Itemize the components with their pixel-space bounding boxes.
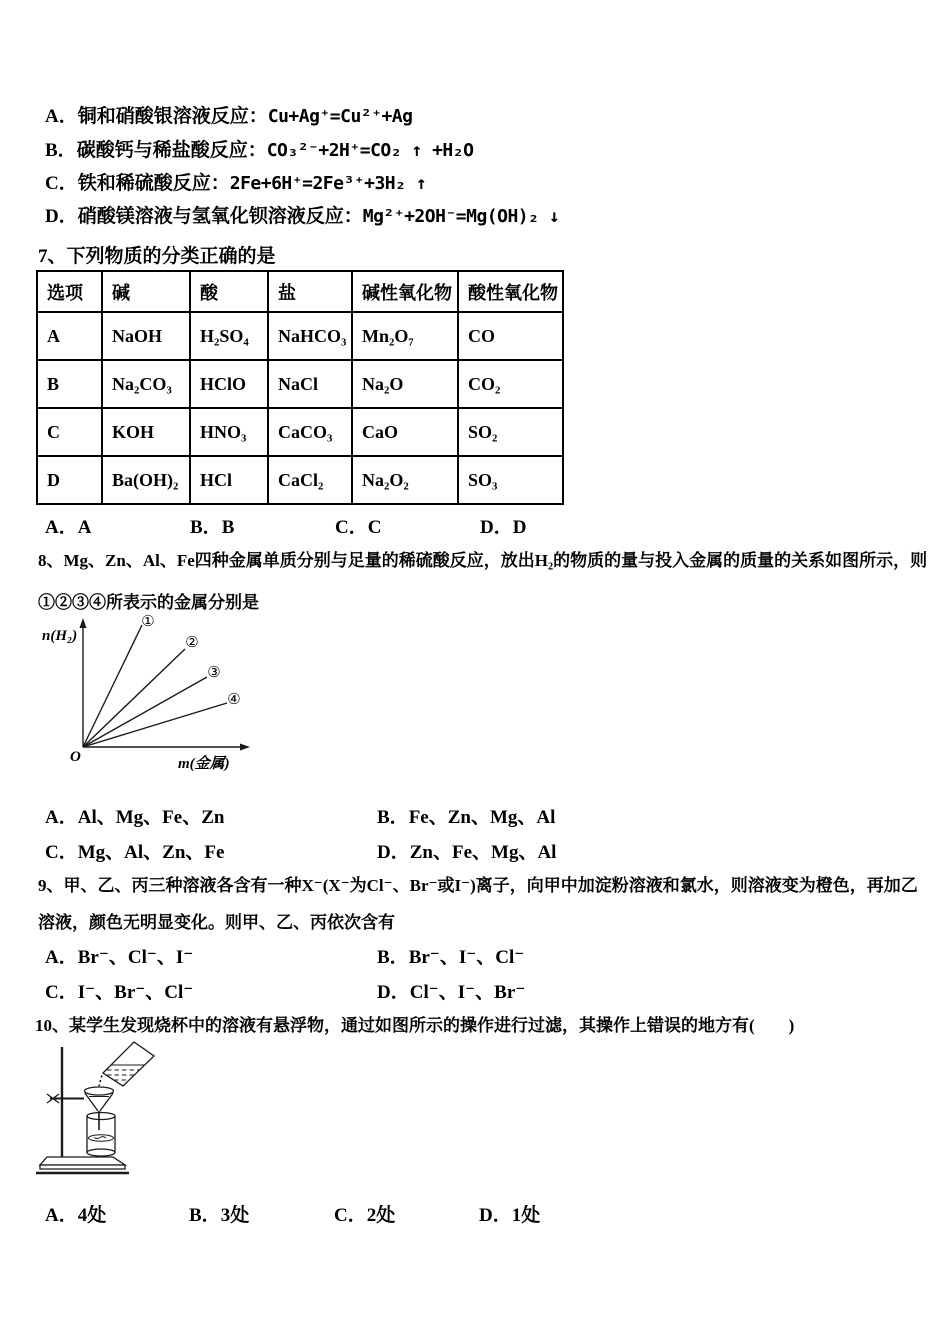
table-cell: Na₂O [352, 360, 458, 408]
q10-option-a [45, 1200, 106, 1227]
option-letter: D． [45, 206, 78, 227]
line-1 [83, 625, 142, 747]
table-cell: HNO₃ [190, 408, 268, 456]
table-cell: Ba(OH)₂ [102, 456, 190, 504]
table-header-cell: 盐 [268, 271, 352, 312]
option-text: 2处 [366, 1205, 396, 1226]
table-cell: A [37, 312, 102, 360]
table-cell: NaHCO₃ [268, 312, 352, 360]
table-cell: B [37, 360, 102, 408]
option-letter: A． [45, 106, 78, 127]
q8-option-c [45, 837, 224, 864]
funnel-cone-left [85, 1093, 98, 1111]
table-cell: Na₂O₂ [352, 456, 458, 504]
q7-stem: 7、下列物质的分类正确的是 [38, 246, 276, 267]
q8-option-d [377, 837, 556, 864]
table-header-row [37, 271, 563, 312]
option-desc: 铜和硝酸银溶液反应： [77, 106, 268, 127]
table-cell: D [37, 456, 102, 504]
table-cell: H₂SO₄ [190, 312, 268, 360]
stand-base-top [40, 1157, 125, 1165]
funnel-cone-right [100, 1093, 113, 1111]
chem-equation: Cu+Ag⁺=Cu²⁺+Ag [267, 106, 413, 127]
option-letter: A． [45, 947, 78, 968]
h2-vs-mass-graph [30, 608, 310, 783]
line-3-label: ③ [207, 665, 221, 681]
option-text: Fe、Zn、Mg、Al [408, 807, 556, 828]
pouring-beaker [103, 1042, 154, 1086]
classification-table [36, 270, 564, 505]
table-cell: CO₂ [458, 360, 563, 408]
option-text: Al、Mg、Fe、Zn [77, 807, 225, 828]
option-letter: C． [45, 173, 78, 194]
option-letter: A． [45, 807, 78, 828]
option-letter: B． [377, 807, 409, 828]
option-text: C [367, 517, 382, 538]
line-4 [83, 703, 227, 747]
q6-option-c [45, 168, 426, 195]
line-1-label: ① [141, 614, 155, 630]
q8-option-a [45, 802, 224, 829]
q6-option-d [45, 201, 559, 228]
q7-option-c [335, 512, 381, 539]
option-letter: B． [190, 517, 222, 538]
q6-option-a [45, 101, 412, 128]
q8-stem-line2: ①②③④所表示的金属分别是 [38, 593, 259, 612]
option-text: 3处 [220, 1205, 250, 1226]
table-row [37, 456, 563, 504]
q10-option-b [189, 1200, 249, 1227]
line-2-label: ② [185, 635, 199, 651]
option-letter: D． [479, 1205, 512, 1226]
q9-stem-line1: 9、甲、乙、丙三种溶液各含有一种X⁻(X⁻为Cl⁻、Br⁻或I⁻)离子，向甲中加淀粉溶液和氯水，则溶液变为橙色，再加乙 [38, 876, 918, 895]
table-cell: CaCl₂ [268, 456, 352, 504]
table-header-cell: 酸 [190, 271, 268, 312]
option-letter: D． [377, 982, 410, 1003]
q9-option-b [377, 942, 524, 969]
suspension-swirl [94, 1137, 106, 1139]
table-cell: Na₂CO₃ [102, 360, 190, 408]
option-letter: A． [45, 517, 78, 538]
option-text: 4处 [77, 1205, 107, 1226]
table-cell: CaCO₃ [268, 408, 352, 456]
option-text: B [221, 517, 235, 538]
option-letter: C． [334, 1205, 367, 1226]
option-text: 1处 [511, 1205, 541, 1226]
table-cell: SO₃ [458, 456, 563, 504]
table-cell: NaCl [268, 360, 352, 408]
line-4-label: ④ [227, 692, 241, 708]
option-letter: B． [45, 140, 77, 161]
option-text: Cl⁻、I⁻、Br⁻ [409, 982, 526, 1003]
q10-stem: 10、某学生发现烧杯中的溶液有悬浮物，通过如图所示的操作进行过滤，其操作上错误的地方有( ) [35, 1016, 795, 1035]
table-cell: SO₂ [458, 408, 563, 456]
chem-equation: Mg²⁺+2OH⁻=Mg(OH)₂ ↓ [362, 206, 560, 227]
q9-option-d [377, 977, 525, 1004]
option-text: I⁻、Br⁻、Cl⁻ [77, 982, 194, 1003]
q10-option-d [479, 1200, 540, 1227]
chem-equation: 2Fe+6H⁺=2Fe³⁺+3H₂ ↑ [229, 173, 427, 194]
beaker-mouth [87, 1113, 115, 1120]
option-text: Mg、Al、Zn、Fe [77, 842, 225, 863]
option-text: D [512, 517, 527, 538]
table-cell: HClO [190, 360, 268, 408]
q7-option-b [190, 512, 234, 539]
table-header-cell: 选项 [37, 271, 102, 312]
table-row [37, 360, 563, 408]
table-cell: C [37, 408, 102, 456]
option-letter: C． [45, 982, 78, 1003]
y-axis-label: n(H₂) [42, 628, 78, 644]
q6-option-b [45, 135, 473, 162]
table-row [37, 312, 563, 360]
y-axis-arrow-icon [80, 618, 87, 628]
filtration-apparatus-diagram [30, 1040, 210, 1190]
table-cell: KOH [102, 408, 190, 456]
q9-stem-line2: 溶液，颜色无明显变化。则甲、乙、丙依次含有 [38, 913, 395, 932]
table-header-cell: 碱性氧化物 [352, 271, 458, 312]
stand-base-front [40, 1165, 125, 1169]
option-text: Br⁻、I⁻、Cl⁻ [408, 947, 525, 968]
funnel-rim [85, 1087, 114, 1095]
q9-option-c [45, 977, 193, 1004]
table-cell: Mn₂O₇ [352, 312, 458, 360]
option-letter: C． [335, 517, 368, 538]
option-letter: B． [377, 947, 409, 968]
filtrate-surface [89, 1135, 114, 1141]
origin-label: O [70, 749, 81, 765]
option-desc: 碳酸钙与稀盐酸反应： [76, 140, 267, 161]
option-text: A [77, 517, 92, 538]
option-letter: D． [377, 842, 410, 863]
chem-equation: CO₃²⁻+2H⁺=CO₂ ↑ +H₂O [266, 140, 474, 161]
table-cell: CO [458, 312, 563, 360]
option-letter: D． [480, 517, 513, 538]
option-desc: 硝酸镁溶液与氢氧化钡溶液反应： [77, 206, 363, 227]
q7-option-d [480, 512, 526, 539]
x-axis-label: m(金属) [178, 756, 230, 772]
q8-option-b [377, 802, 555, 829]
q9-option-a [45, 942, 193, 969]
option-desc: 铁和稀硫酸反应： [77, 173, 230, 194]
q7-option-a [45, 512, 91, 539]
table-header-cell: 碱 [102, 271, 190, 312]
option-text: Zn、Fe、Mg、Al [409, 842, 557, 863]
table-header-cell: 酸性氧化物 [458, 271, 563, 312]
q10-option-c [334, 1200, 395, 1227]
liquid-drops [99, 1076, 102, 1087]
table-row [37, 408, 563, 456]
q8-stem-line1: 8、Mg、Zn、Al、Fe四种金属单质分别与足量的稀硫酸反应，放出H₂的物质的量与投入金属的质量的关系如图所示，则 [38, 551, 928, 570]
x-axis-arrow-icon [240, 744, 250, 751]
beaker-bottom [87, 1149, 115, 1156]
option-letter: A． [45, 1205, 78, 1226]
table-cell: HCl [190, 456, 268, 504]
table-cell: NaOH [102, 312, 190, 360]
option-text: Br⁻、Cl⁻、I⁻ [77, 947, 194, 968]
table-cell: CaO [352, 408, 458, 456]
option-letter: C． [45, 842, 78, 863]
option-letter: B． [189, 1205, 221, 1226]
